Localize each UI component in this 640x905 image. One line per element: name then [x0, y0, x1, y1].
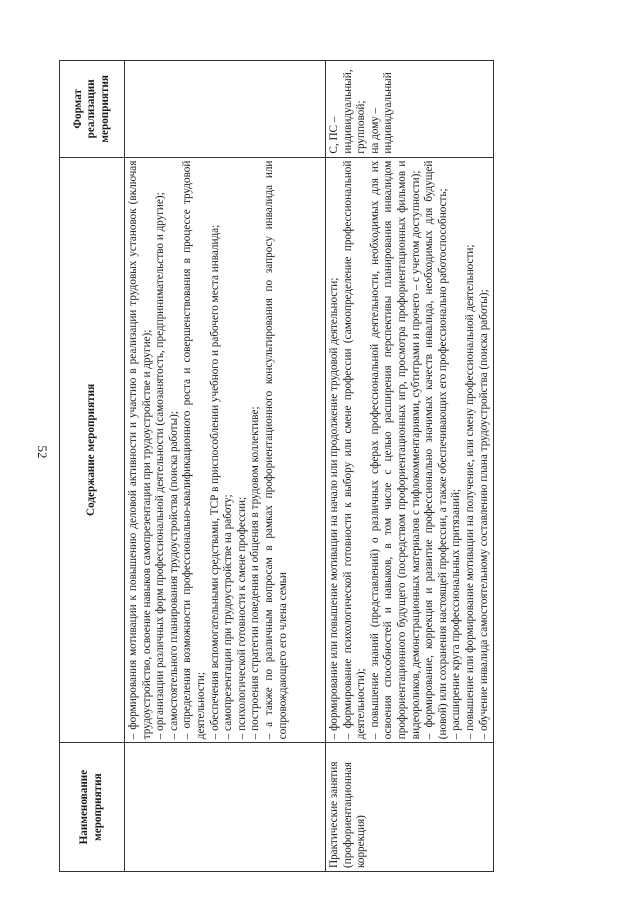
table-row	[326, 61, 494, 872]
row1-name	[125, 743, 326, 872]
row1-content	[125, 157, 326, 743]
row1-format	[125, 61, 326, 158]
list-item: – построения стратегии поведения и общения в трудовом коллективе;	[249, 406, 262, 740]
list-item: – определения возможности профессионально-квалификационного роста и совершенствования в процессе трудовой деятельности;	[181, 160, 207, 740]
list-item: – психологической готовности к смене профессии;	[235, 496, 248, 740]
list-item: – а также по различным вопросам в рамках профориентационного консультирования по запросу инвалида или сопровождающего его члена семьи	[262, 160, 289, 740]
format-line: на дому –	[368, 107, 381, 154]
list-item: – формирование или повышение мотивации на начало или продолжение трудовой деятельности;	[328, 277, 340, 740]
format-line: С, ПС –	[328, 116, 340, 154]
page-number: 52	[35, 445, 50, 459]
list-item: – формирование, коррекция и развитие профессионально значимых качеств инвалида, необходимых для будущей (новой) или сохранения настоящей профессии, а также обеспечивающих его профессионально работоспособность;	[423, 160, 449, 740]
row2-format	[326, 61, 494, 158]
table-row	[125, 61, 326, 872]
table-header-row	[60, 61, 125, 872]
row2-name: Практические занятия (профориентационная коррекция)	[326, 743, 494, 872]
list-item: – самостоятельного планирования трудоустройства (поиска работы);	[167, 411, 180, 740]
list-item: – формирования мотивации к повышению деловой активности и участию в реализации трудовых установок (включая трудоустройство, освоение навыков самопрезентации при трудоустройстве и другие);	[127, 160, 153, 740]
list-item: – расширение круга профессиональных притязаний;	[450, 488, 463, 740]
list-item: – организации различных форм профессиональной деятельности (самозанятость, предпринимательство и другие);	[154, 192, 167, 740]
list-item: – повышение или формирование мотивации на получение, или смену профессиональной деятельности;	[463, 244, 476, 740]
format-line: групповой;	[355, 100, 368, 154]
list-item: – обеспечения вспомогательными средствами, ТСР в приспособлении учебного и рабочего места инвалида;	[208, 224, 221, 740]
format-line: индивидуальный,	[341, 69, 354, 154]
rotated-document	[59, 60, 585, 872]
list-item: – формирование психологической готовности к выбору или смене профессии (самоопределение профессиональной деятельности);	[341, 160, 368, 740]
header-name: Наименование мероприятия	[60, 743, 125, 872]
activities-table	[59, 60, 494, 872]
row2-content	[326, 157, 494, 743]
format-line: индивидуальный	[382, 72, 395, 154]
list-item: – обучение инвалида самостоятельному составлению плана трудоустройства (поиска работы);	[477, 289, 490, 740]
header-content: Содержание мероприятия	[60, 157, 125, 743]
list-item: – повышение знаний (представлений) о различных сферах профессиональной деятельности, необходимых для их освоения способностей и навыков, в том числе с целью расширения перспективы планирования инвалидом профориентационного будущего (посредством профориентационных игр, просмотра профориентационных фильмов и видеороликов, демонстрационных материалов с тифлокомментариями, субтитрами и прочего – с учетом доступности);	[368, 160, 422, 740]
list-item: – самопрезентации при трудоустройстве на работу;	[222, 494, 235, 740]
header-format: Формат реализации мероприятия	[60, 61, 125, 158]
